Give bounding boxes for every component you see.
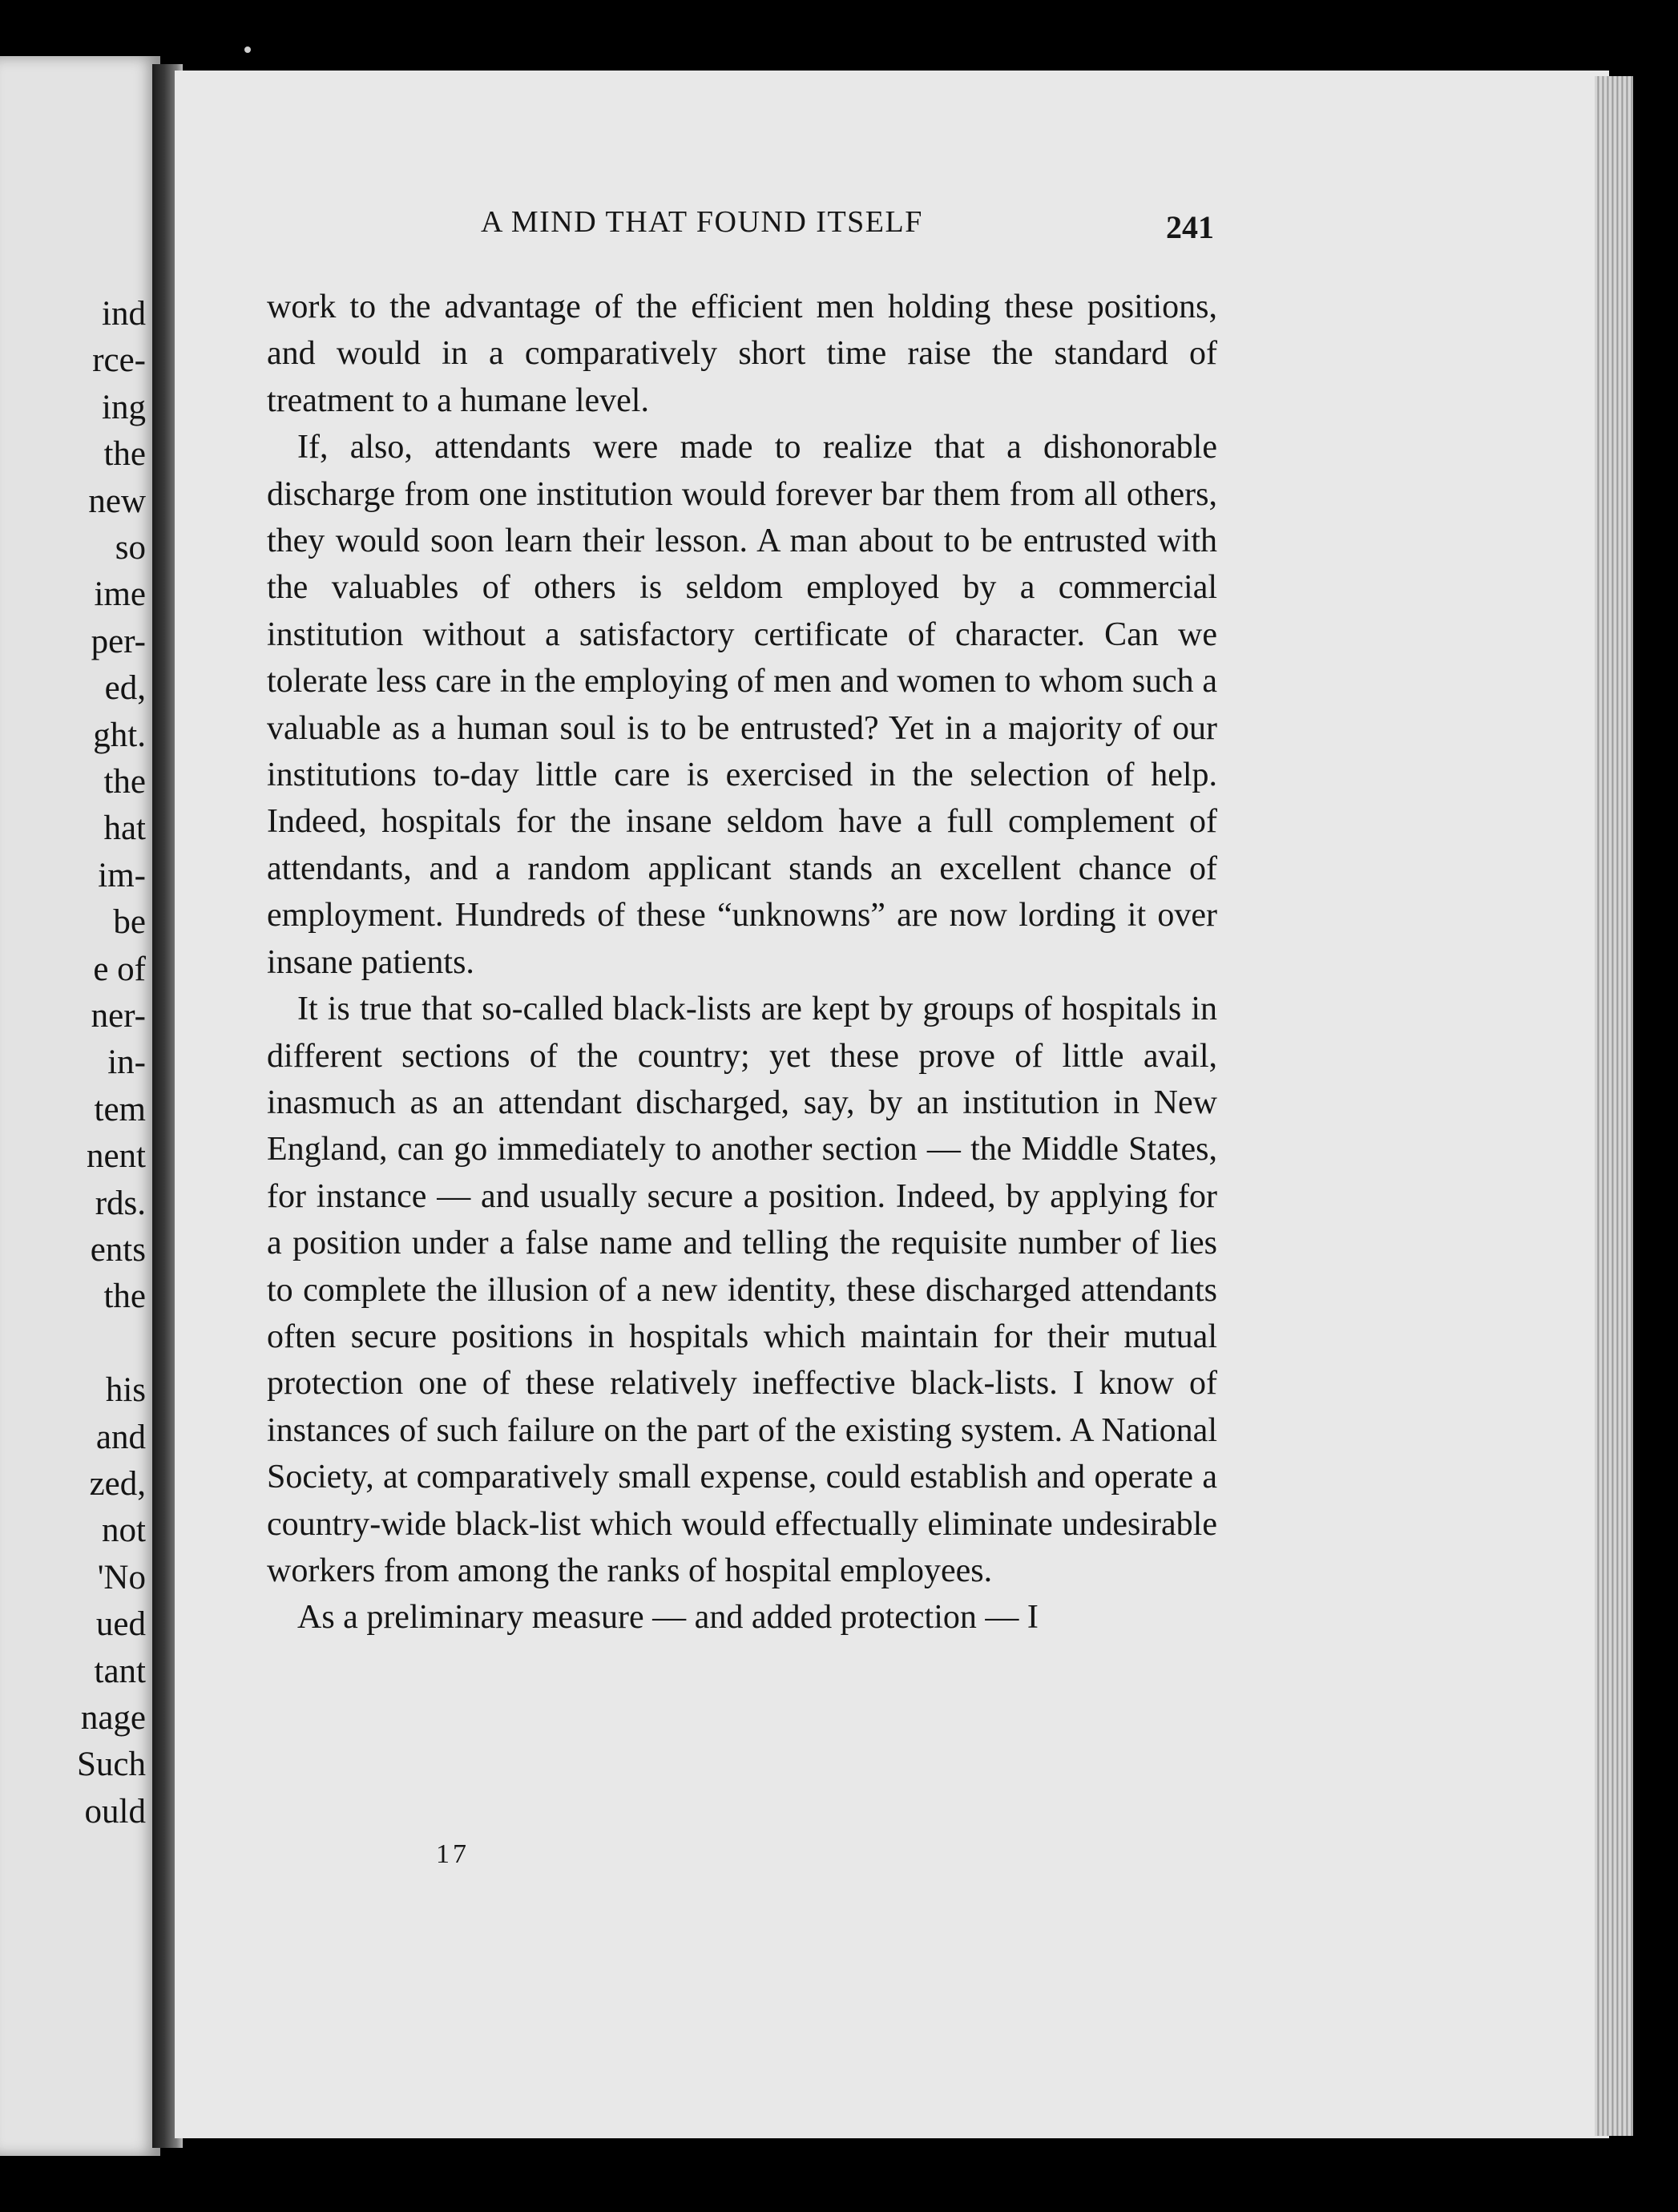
body-text [267,284,1217,1641]
paragraph: If, also, attendants were made to realize that a dishonorable discharge from one institution would forever bar them from all others, they would soon learn their lesson. A man about to be entrusted with the valuables of others is seldom employed by a commercial institution without a satisfactory certificate of character. Can we tolerate less care in the employing of men and women to whom such a valuable as a human soul is to be entrusted? Yet in a majority of our institutions to-day little care is exercised in the selection of help. Indeed, hospitals for the insane seldom have a full complement of attendants, and a random applicant stands an excellent chance of employment. Hundreds of these “unknowns” are now lording it over insane patients. [267,429,1217,981]
left-page-line-fragment: ime [94,575,146,614]
left-page-line-fragment: the [103,763,146,801]
left-page-line-fragment: im- [98,856,146,894]
left-page-line-fragment: ould [84,1792,146,1831]
left-page-line-fragment: ing [102,388,146,426]
left-page-line-fragment: be [113,903,146,942]
left-page-line-fragment: and [95,1418,146,1456]
left-page-line-fragment: ind [102,295,146,333]
running-head: A MIND THAT FOUND ITSELF [481,205,923,239]
left-page-line-fragment: ner- [91,997,146,1035]
paragraph: work to the advantage of the efficient men holding these positions, and would in a comparatively short time raise the standard of treatment to a humane level. [267,289,1217,419]
left-page-line-fragment: so [115,529,146,567]
left-page-line-fragment: ght. [93,716,146,754]
left-page-line-fragment: his [105,1371,146,1410]
left-page-line-fragment: ents [90,1231,146,1269]
left-page-line-fragment: e of [93,950,146,988]
left-page-line-fragment: 'No [97,1558,146,1596]
left-page-line-fragment: tant [94,1652,146,1690]
left-page-line-fragment: ued [95,1605,146,1644]
left-page-line-fragment: zed, [89,1465,146,1503]
signature-mark: 17 [436,1839,470,1869]
left-page-line-fragment: the [103,435,146,474]
left-page-line-fragment: rds. [95,1184,146,1222]
scan-speck [244,46,251,53]
left-page-line-fragment: rce- [92,341,146,380]
left-page-line-fragment: per- [91,622,146,660]
left-page-line-fragment: new [88,482,146,520]
left-page-line-fragment: hat [103,809,146,848]
paragraph: It is true that so-called black-lists are kept by groups of hospitals in different sections of the country; yet these prove of little avail, inasmuch as an attendant discharged, say, by an institution in New England, can go immediately to another section — the Middle States, for instance — and usually secure a position. Indeed, by applying for a position under a false name and telling the requisite number of lies to complete the illusion of a new identity, these discharged attendants often secure positions in hospitals which maintain for their mutual protection one of these relatively ineffective black-lists. I know of instances of such failure on the part of the existing system. A National Society, at comparatively small expense, could establish and operate a country-wide black-list which would effectually eliminate undesirable workers from among the ranks of hospital employees. [267,991,1217,1589]
left-page-line-fragment: nent [86,1137,146,1176]
paragraph: As a preliminary measure — and added protection — I [297,1599,1039,1637]
left-page-line-fragment: in- [107,1043,146,1082]
left-page-line-fragment: the [103,1278,146,1316]
left-facing-page [0,56,160,2156]
page-edges [1595,76,1633,2136]
left-page-line-fragment: nage [80,1699,146,1737]
left-page-line-fragment: tem [94,1090,146,1128]
page-number: 241 [1166,209,1214,245]
left-page-line-fragment: ed, [104,669,146,708]
left-page-line-fragment: Such [77,1746,146,1784]
left-page-line-fragment: not [102,1512,146,1550]
